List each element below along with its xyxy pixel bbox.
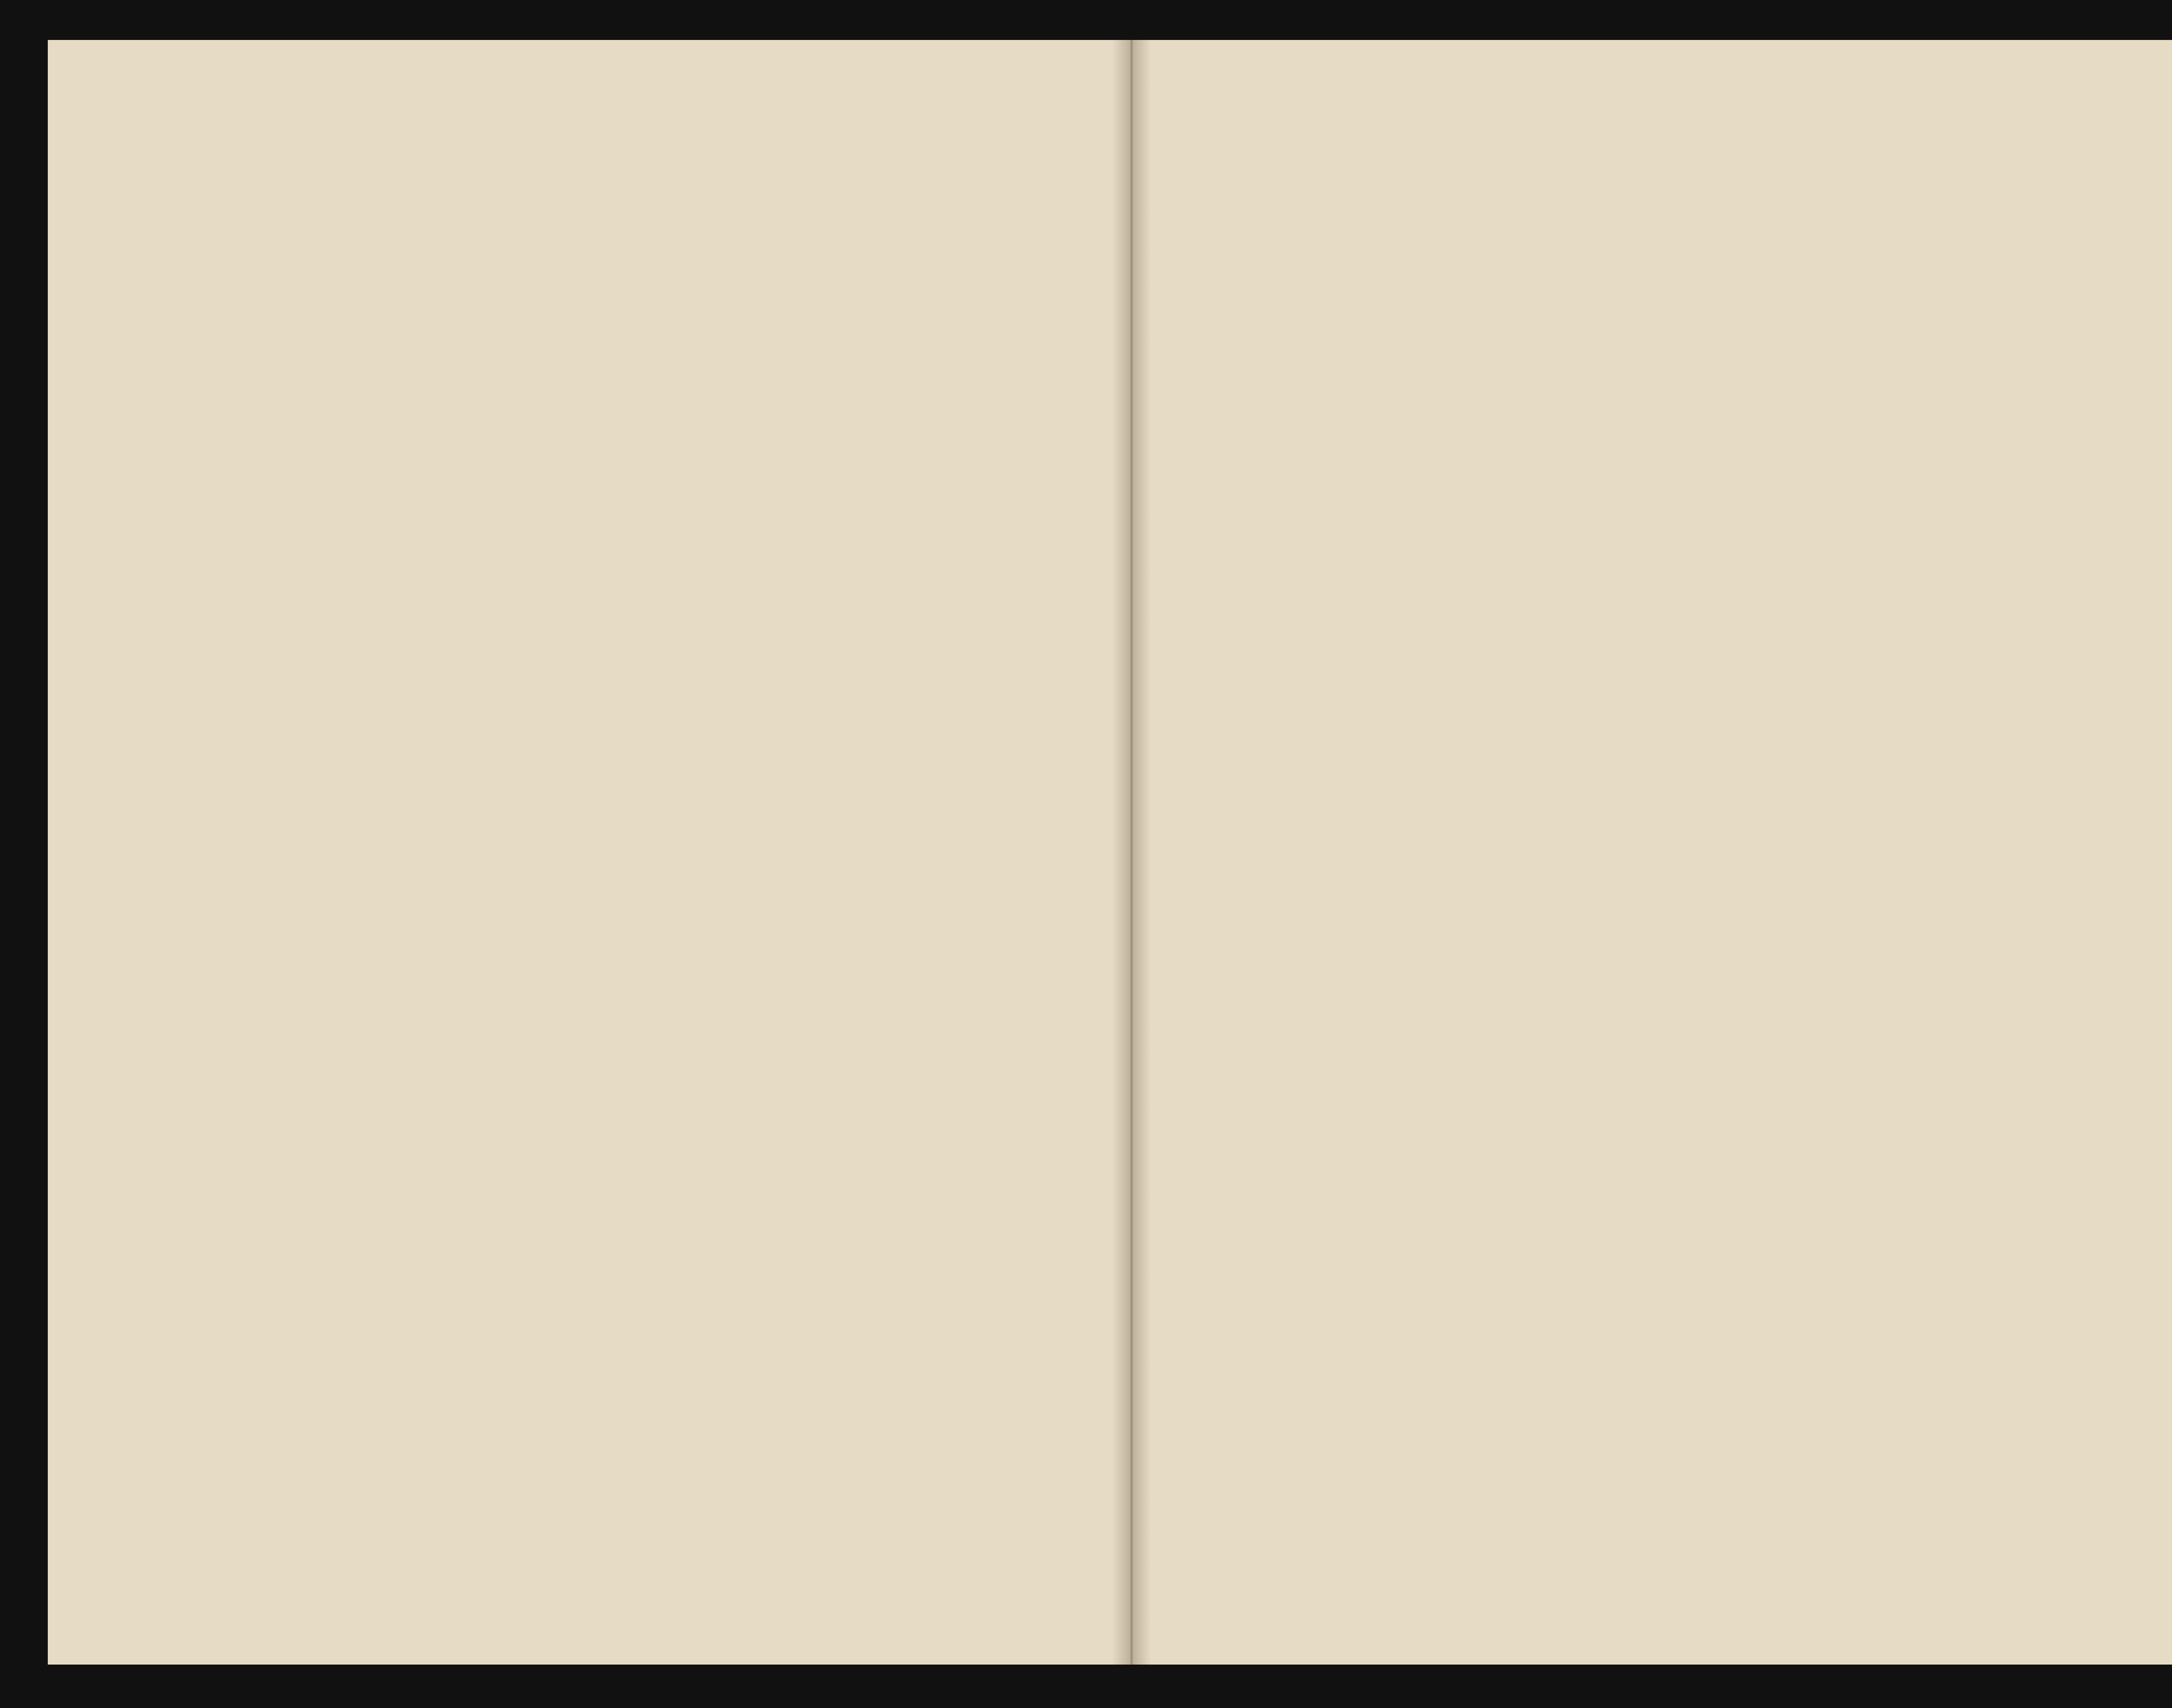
book-gutter [1112, 40, 1151, 1665]
right-page [1131, 40, 2172, 1665]
left-page [48, 40, 1131, 1665]
